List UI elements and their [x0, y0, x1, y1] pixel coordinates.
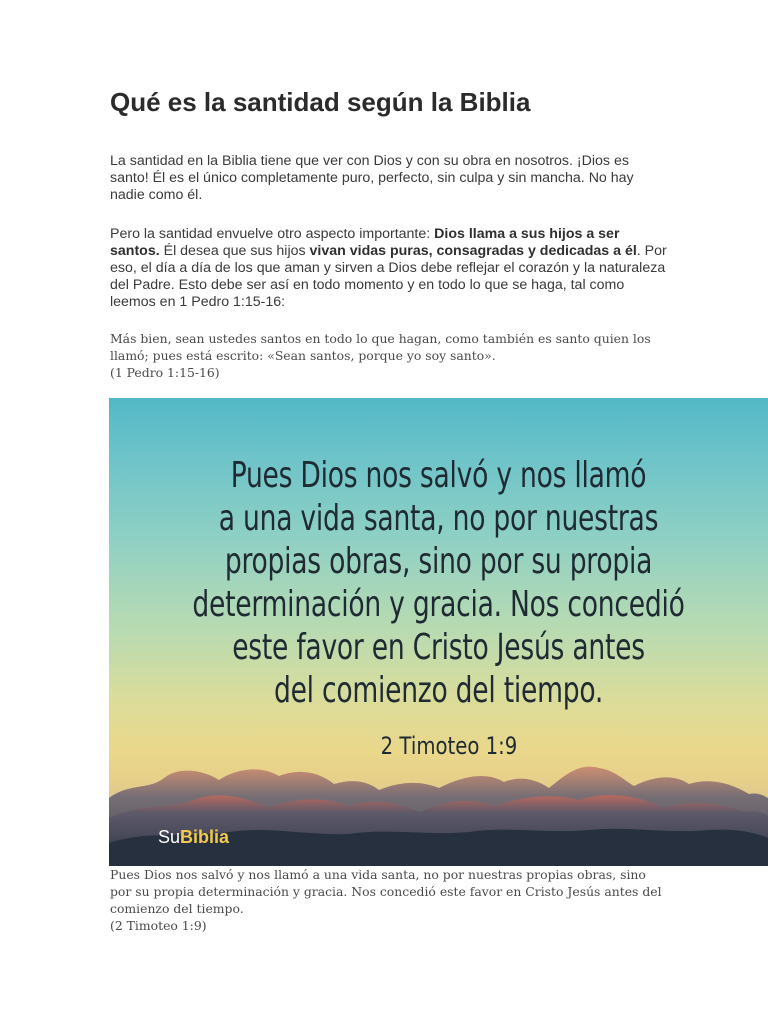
brand-logo-part: Su — [158, 827, 181, 847]
quote-reference: (1 Pedro 1:15-16) — [110, 365, 220, 380]
verse-line: a una vida santa, no por nuestras — [218, 498, 659, 539]
quote-text: Pues Dios nos salvó y nos llamó a una vida santa, no por nuestras propias obras, sino por su propia determinación y gracia. Nos concedió este favor en Cristo Jesús antes del comienzo del tiempo. — [110, 867, 662, 916]
verse-text — [168, 454, 708, 712]
verse-line: del comienzo del tiempo. — [273, 670, 604, 711]
page-title: Qué es la santidad según la Biblia — [110, 87, 531, 117]
paragraph-bold-text: Dios llama a sus hijos a ser santos. — [110, 226, 620, 259]
holiness-paragraph — [110, 226, 670, 311]
paragraph-text: Él desea que sus hijos — [159, 243, 310, 259]
verse-line: este favor en Cristo Jesús antes — [232, 627, 645, 668]
brand-logo — [158, 826, 229, 848]
quote-text: Más bien, sean ustedes santos en todo lo que hagan, como también es santo quien los llamó; pues está escrito: «Sean santos, porque yo soy santo». — [110, 331, 651, 363]
intro-paragraph: La santidad en la Biblia tiene que ver con Dios y con su obra en nosotros. ¡Dios es santo! Él es el único completamente puro, perfecto, sin culpa y sin mancha. No hay nadie como él. — [110, 153, 634, 203]
paragraph-text: Pero la santidad envuelve otro aspecto importante: — [110, 226, 435, 242]
paragraph-bold-text: vivan vidas puras, consagradas y dedicadas a él — [309, 243, 637, 259]
verse-line: determinación y gracia. Nos concedió — [192, 584, 685, 625]
bible-quote-1-pedro — [110, 330, 670, 381]
brand-logo-part: Biblia — [180, 827, 230, 847]
verse-reference: 2 Timoteo 1:9 — [380, 732, 518, 760]
verse-line: Pues Dios nos salvó y nos llamó — [230, 455, 647, 496]
bible-quote-2-timoteo — [110, 866, 670, 934]
paragraph-text: . Por eso, el día a día de los que aman y sirven a Dios debe reflejar el corazón y la naturaleza del Padre. Esto debe ser así en todo momento y en todo lo que se haga, tal como leemos en 1 Pedro 1:15-16: — [110, 243, 667, 310]
verse-line: propias obras, sino por su propia — [224, 541, 653, 582]
quote-reference: (2 Timoteo 1:9) — [110, 918, 207, 933]
verse-image — [109, 398, 768, 866]
